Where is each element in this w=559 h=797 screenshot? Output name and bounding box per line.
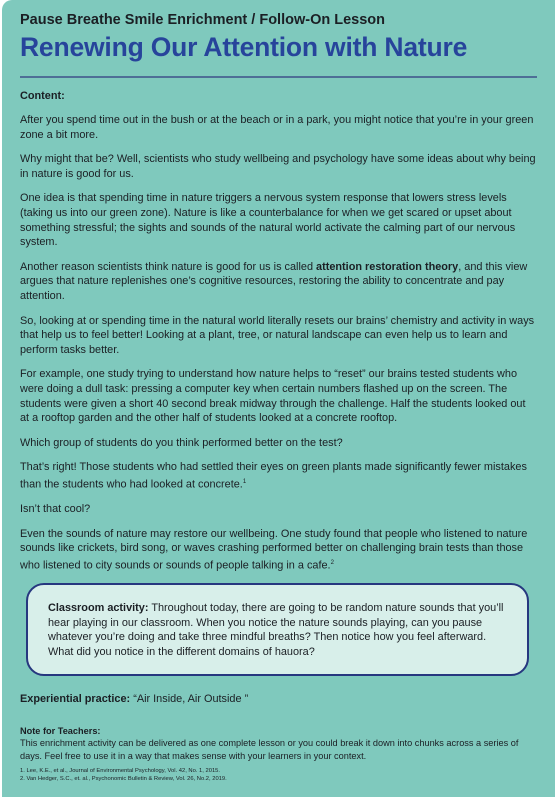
paragraph-4 xyxy=(20,260,537,304)
paragraph-1: After you spend time out in the bush or at the beach or in a park, you might notice that you’re in your green zone a bit more. xyxy=(20,114,534,141)
content-body xyxy=(2,78,555,707)
page-header xyxy=(2,0,555,78)
teacher-note-text: This enrichment activity can be delivered as one complete lesson or you could break it down into chunks across a series of days. Feel free to use it in a way that makes sense with your learners in your context. xyxy=(20,738,519,761)
teacher-note xyxy=(20,725,537,784)
header-divider xyxy=(20,76,537,78)
references xyxy=(20,768,537,784)
reference-item: 2. Van Hedger, S.C., et. al., Psychonomic Bulletin & Review, Vol. 26, No.2, 2019. xyxy=(20,776,227,783)
activity-text: Throughout today, there are going to be random nature sounds that you’ll hear playing in our classroom. When you notice the nature sounds playing, can you pause whatever you’re doing and take three mindful breaths? Then notice how you feel afterward. What did you notice in the different domains of hauora? xyxy=(48,602,504,658)
practice-text: “Air Inside, Air Outside ” xyxy=(130,692,249,705)
paragraph-8-text: That’s right! Those students who had settled their eyes on green plants made significantly fewer mistakes than the students who had looked at concrete. xyxy=(20,461,527,491)
paragraph-6: For example, one study trying to understand how nature helps to “reset” our brains tested students who were doing a dull task: pressing a computer key when certain numbers flashed up on the screen. The students were given a short 40 second break midway through the challenge. Half the students looked out at a rooftop garden and the other half of students looked at a concrete rooftop. xyxy=(20,368,526,425)
activity-label: Classroom activity: xyxy=(48,602,149,615)
paragraph-10 xyxy=(20,527,537,573)
paragraph-3: One idea is that spending time in nature triggers a nervous system response that lowers stress levels (taking us into our green zone). Nature is like a counterbalance for when we get scared or upset about something stressful; the sights and sounds of the natural world activate the calming part of our nervous system. xyxy=(20,192,516,249)
paragraph-2: Why might that be? Well, scientists who study wellbeing and psychology have some ideas about why being in nature is good for us. xyxy=(20,153,536,180)
paragraph-8 xyxy=(20,460,537,492)
page-title: Renewing Our Attention with Nature xyxy=(20,32,468,62)
classroom-activity-box xyxy=(26,583,529,675)
series-title: Pause Breathe Smile Enrichment / Follow-On Lesson xyxy=(20,12,385,28)
paragraph-5: So, looking at or spending time in the natural world literally resets our brains’ chemistry and activity in ways that help us to feel better! Looking at a plant, tree, or natural landscape can even help us to learn and perform tasks better. xyxy=(20,314,535,356)
paragraph-9: Isn’t that cool? xyxy=(20,503,91,516)
teacher-note-heading: Note for Teachers: xyxy=(20,726,101,736)
footnote-ref-1: 1 xyxy=(242,478,247,485)
paragraph-10-text: Even the sounds of nature may restore our wellbeing. One study found that people who listened to nature sounds like crickets, bird song, or waves crashing performed better on challenging brain tests than those who listened to city sounds or sounds of people talking in a cafe. xyxy=(20,527,528,572)
footnote-ref-2: 2 xyxy=(330,559,334,566)
paragraph-4-text: Another reason scientists think nature is good for us is called xyxy=(20,260,317,273)
lesson-page xyxy=(2,0,555,797)
practice-label: Experiential practice: xyxy=(20,692,131,705)
reference-item: 1. Lee, K.E., et al., Journal of Environmental Psychology, Vol. 42, No. 1, 2015. xyxy=(20,768,221,775)
attention-restoration-term: attention restoration theory xyxy=(316,260,459,273)
experiential-practice xyxy=(20,692,537,707)
paragraph-4-text-end: , and this view argues that nature replenishes one’s cognitive resources, restoring the ability to concentrate and pay attention. xyxy=(20,260,528,303)
paragraph-7: Which group of students do you think performed better on the test? xyxy=(20,436,343,449)
content-label: Content: xyxy=(20,89,65,102)
